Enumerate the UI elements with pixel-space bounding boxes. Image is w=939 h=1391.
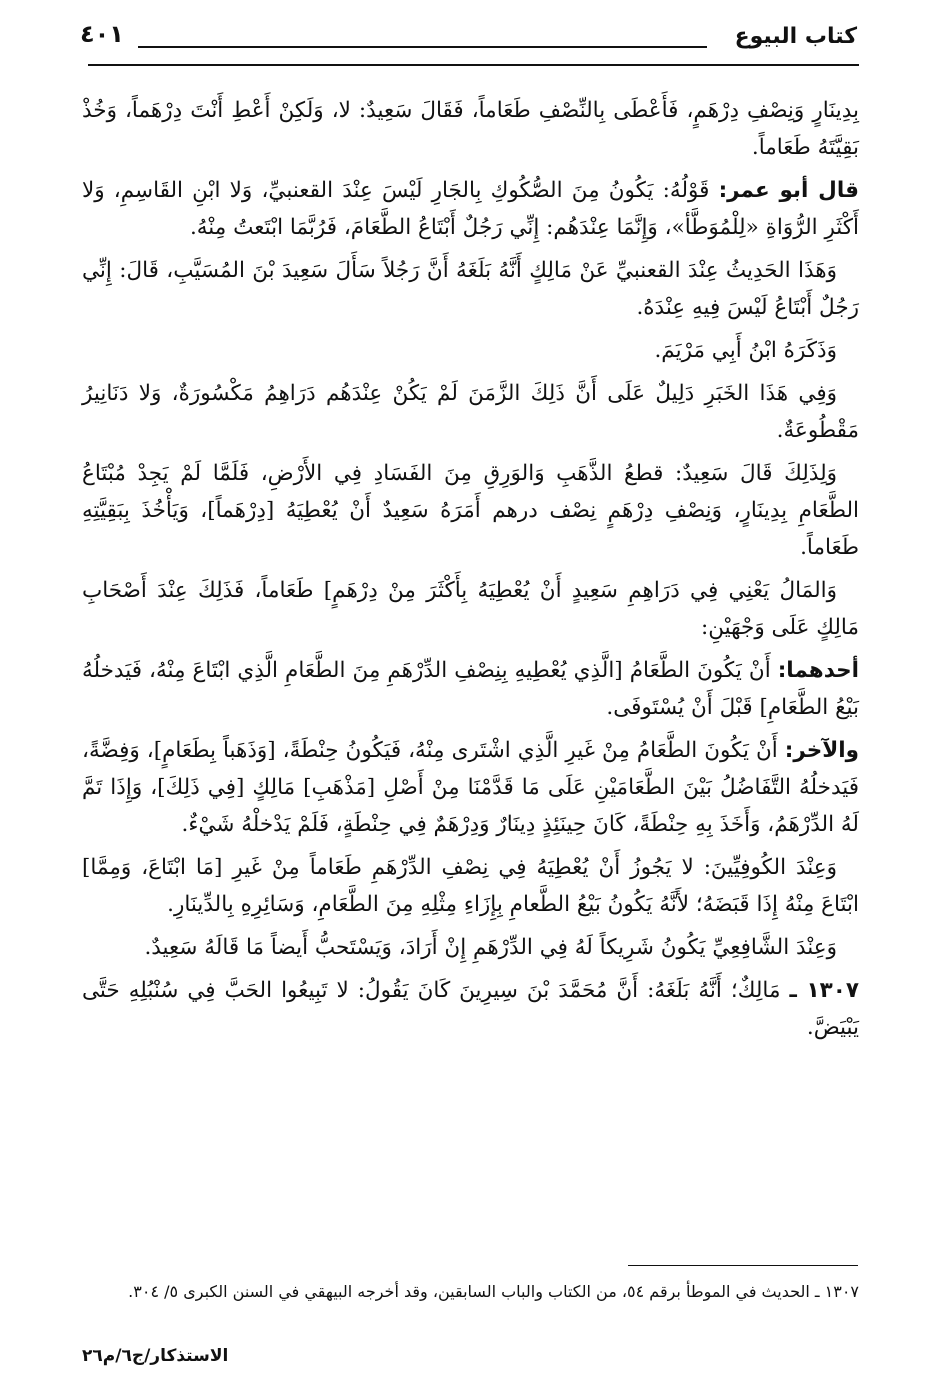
paragraph-lead: أحدهما:: [777, 658, 859, 683]
paragraph-text: وَذَكَرَهُ ابْنُ أَبِي مَرْيَمَ.: [654, 338, 837, 363]
paragraph-text: بِدِينَارٍ وَنِصْفِ دِرْهَمٍ، فَأَعْطَى بِالنِّصْفِ طَعَاماً، فَقَالَ سَعِيدٌ: لا، وَلَكِنْ أَعْطِ أَنْتَ دِرْهَماً، وَخُذْ بَقِيَّتَهُ طَعَاماً.: [82, 98, 859, 160]
paragraph-text: وَلِذَلِكَ قَالَ سَعِيدٌ: قطعُ الذَّهَبِ وَالوَرِقِ مِنَ الفَسَادِ فِي الأَرْضِ، فَلَمَّا لَمْ يَجِدْ مُبْتَاعُ الطَّعَامِ بِدِينَارٍ، وَنِصْفِ دِرْهَمٍ نِصْف درهم أَمَرَهُ سَعِيدٌ أَنْ يُعْطِيَهُ [دِرْهَماً]، وَيَأْخُذَ بِبَقِيَّتِهِ طَعَاماً.: [82, 461, 859, 560]
paragraph: [82, 252, 859, 326]
printer-signature: الاستذكار/ج٦/م٢٦: [82, 1346, 229, 1366]
running-header: [80, 20, 857, 64]
page-number: ٤٠١: [80, 20, 124, 48]
paragraph: [82, 732, 859, 843]
paragraph-text: أَنْ يَكُونَ الطَّعَامُ مِنْ غَيرِ الَّذِي اشْتَرى مِنْهُ، فَيَكُونُ حِنْطَةً، [وَذَهَباً بِطَعَامٍ]، وَفِضَّةً، فَيَدخلُهُ التَّفَاضُلُ بَيْنَ الطَّعَامَيْنِ عَلَى مَا قَدَّمْنَا مِنْ أَصْلِ [مَذْهَبِ] مَالِكٍ [فِي ذَلِكَ]، وَإِذَا تَمَّ لَهُ الدِّرْهَمُ، وَأَخَذَ بِهِ حِنْطَةً، كَانَ حِينَئِذٍ دِينَارٌ وَدِرْهَمٌ فِي حِنْطَةٍ، فَلَمْ يَدْخلْهُ شَيْءٌ.: [82, 738, 859, 837]
paragraph-text: أَنْ يَكُونَ الطَّعَامُ [الَّذِي يُعْطِيهِ بِنِصْفِ الدِّرْهَمِ مِنَ الطَّعَامِ الَّذِي ابْتَاعَ مِنْهُ، فَيَدخلُهُ بَيْعُ الطَّعَامِ] قَبْلَ أَنْ يُسْتَوفَى.: [82, 658, 859, 720]
paragraph: [82, 332, 859, 369]
paragraph-text: وَعِنْدَ الكُوفِيِّينَ: لا يَجُوزُ أَنْ يُعْطِيَهُ فِي نِصْفِ الدِّرْهَمِ طَعَاماً مِنْ غَيرِ [مَا ابْتَاعَ، وَمِمَّا] ابْتَاعَ مِنْهُ إِذَا قَبَضَهُ؛ لأَنَّهُ يَكُونُ بَيْعُ الطَّعامِ بِإِزَاءِ مِثْلِهِ مِنَ الطَّعَامِ، وَسَائِرِهِ بِالدِّينَارِ.: [82, 855, 859, 917]
paragraph: [82, 972, 859, 1046]
paragraph: [82, 375, 859, 449]
paragraph: [82, 652, 859, 726]
header-divider: [88, 64, 859, 66]
main-text: [82, 92, 859, 1052]
hadith-number: ١٣٠٧ ـ: [789, 978, 859, 1003]
paragraph: [82, 172, 859, 246]
paragraph-text: مَالِكٌ؛ أَنَّهُ بَلَغَهُ: أَنَّ مُحَمَّدَ بْنَ سِيرِينَ كَانَ يَقُولُ: لا تَبِيعُوا الحَبَّ فِي سُنْبُلِهِ حَتَّى يَبْيَضَّ.: [82, 978, 859, 1040]
chapter-title: كتاب البيوع: [734, 24, 857, 49]
footnote: ١٣٠٧ ـ الحديث في الموطأ برقم ٥٤، من الكتاب والباب السابقين، وقد أخرجه البيهقي في السنن الكبرى ٥/ ٣٠٤.: [128, 1282, 859, 1301]
paragraph: [82, 92, 859, 166]
footnote-divider: [628, 1265, 858, 1266]
paragraph-text: وَفِي هَذَا الخَبَرِ دَلِيلٌ عَلَى أَنَّ ذَلِكَ الزَّمَنَ لَمْ يَكُنْ عِنْدَهُم دَرَاهِمُ مَكْسُورَةٌ، وَلا دَنَانِيرُ مَقْطُوعَةٌ.: [82, 381, 859, 443]
paragraph-text: وَهَذَا الحَدِيثُ عِنْدَ القعنبيِّ عَنْ مَالِكٍ أَنَّهُ بَلَغَهُ أَنَّ رَجُلاً سَأَلَ سَعِيدَ بْنَ المُسَيَّبِ، قَالَ: إِنِّي رَجُلٌ أَبْتَاعُ لَيْسَ فِيهِ عِنْدَهُ.: [82, 258, 859, 320]
paragraph-text: وَعِنْدَ الشَّافِعِيِّ يَكُونُ شَرِيكاً لَهُ فِي الدِّرْهَمِ إِنْ أَرَادَ، وَيَسْتَحبُّ أَيضاً مَا قَالَهُ سَعِيدٌ.: [144, 935, 837, 960]
paragraph-lead: قال أبو عمر:: [718, 178, 859, 203]
paragraph: [82, 455, 859, 566]
paragraph-text: وَالمَالُ يَعْنِي فِي دَرَاهِمِ سَعِيدٍ أَنْ يُعْطِيَهُ بِأَكْثَرَ مِنْ دِرْهَمٍ] طَعَاماً، فَذَلِكَ عِنْدَ أَصْحَابِ مَالِكٍ عَلَى وَجْهَيْنِ:: [82, 578, 859, 640]
paragraph-lead: والآخر:: [784, 738, 860, 763]
paragraph: [82, 572, 859, 646]
paragraph: [82, 929, 859, 966]
paragraph-text: قَوْلُهُ: يَكُونُ مِنَ الصُّكُوكِ بِالجَارِ لَيْسَ عِنْدَ القعنبيِّ، وَلا ابْنِ القَاسِمِ، وَلا أَكْثَرِ الرُّوَاةِ «لِلْمُوَطَّأ»، وَإِنَّمَا عِنْدَهُم: إِنِّي رَجُلٌ أَبْتَاعُ الطَّعَامَ، فَرُبَّمَا ابْتَعتُ مِنْهُ.: [82, 178, 859, 240]
paragraph: [82, 849, 859, 923]
header-rule: [138, 46, 707, 48]
